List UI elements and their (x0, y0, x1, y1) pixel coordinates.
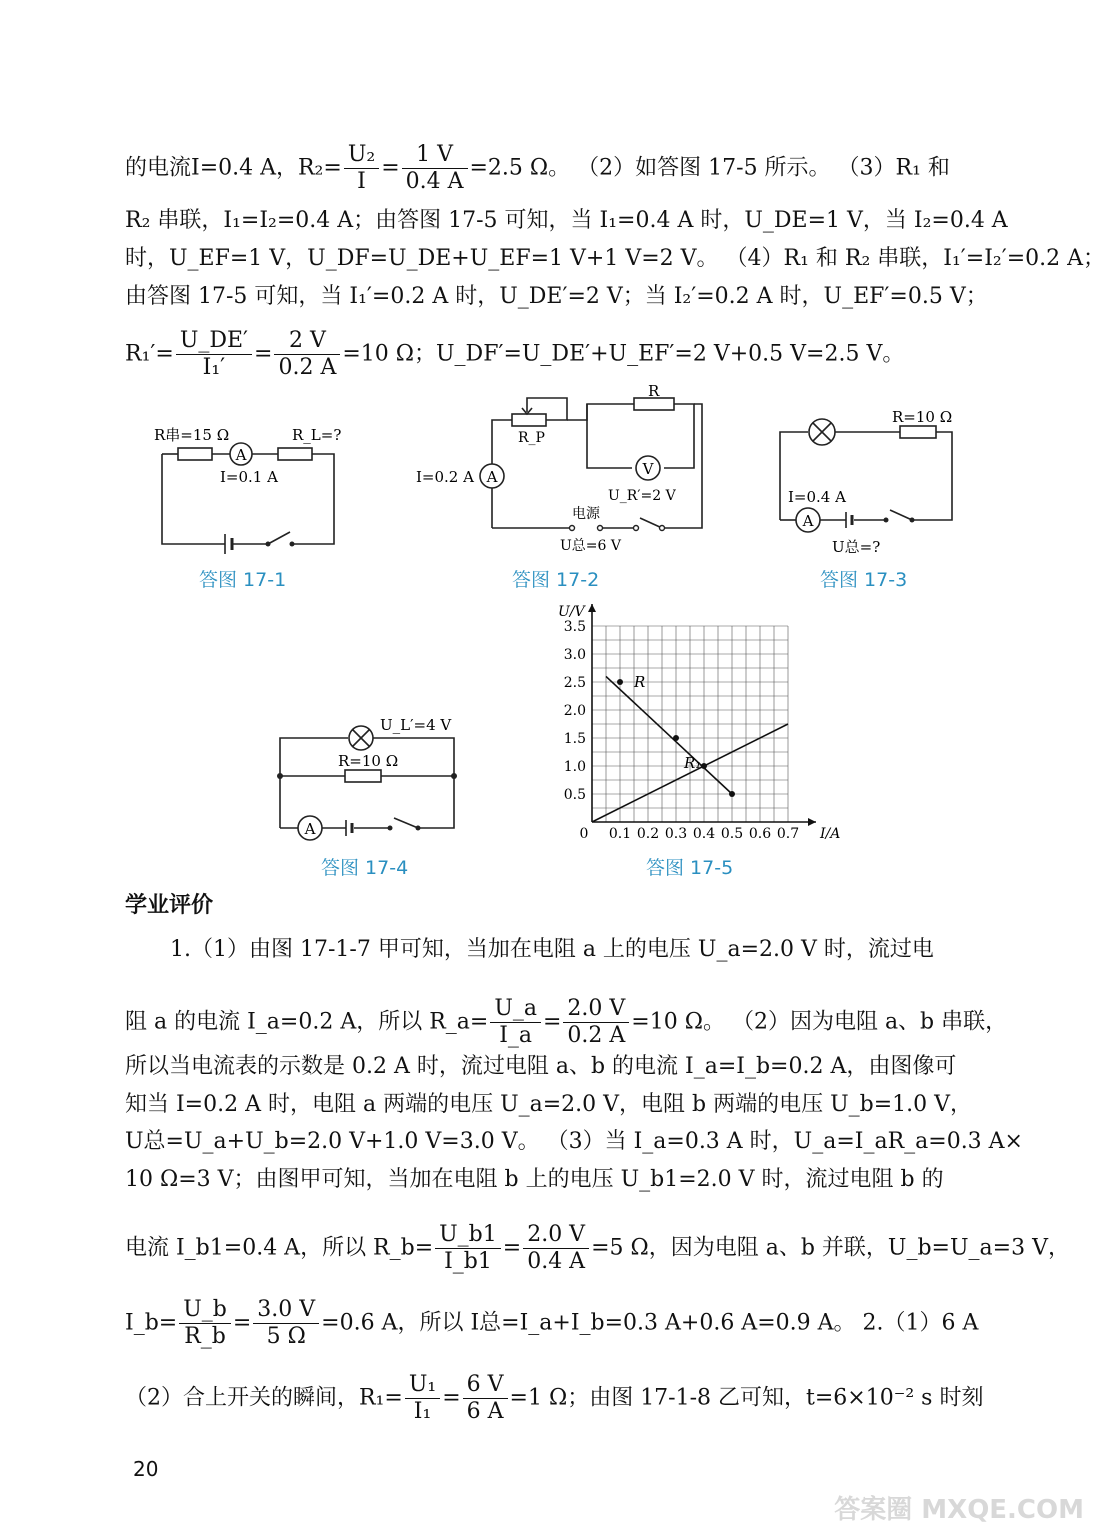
y-tick-label: 1.5 (563, 731, 586, 747)
caption-17-5: 答图 17-5 (646, 857, 734, 879)
r-label: R (648, 382, 660, 400)
current-label: I=0.2 A (416, 468, 474, 486)
x-tick-label: 0.3 (664, 826, 688, 842)
caption-17-4: 答图 17-4 (321, 857, 409, 879)
eval-line-6: 10 Ω=3 V；由图甲可知，当加在电阻 b 上的电压 U_b1=2.0 V 时，流过电阻 b 的 (125, 1167, 944, 1192)
eval-line-5: U总=U_a+U_b=2.0 V+1.0 V=3.0 V。 （3）当 I_a=0.3 A 时，U_a=I_aR_a=0.3 A× (125, 1129, 1023, 1154)
wire (567, 404, 634, 420)
section-title: 学业评价 (125, 893, 214, 918)
eval-line-9: （2）合上开关的瞬间，R₁= $\frac{\text{U₁}}{\text{I₁}}$ = $\frac{6 V}{6 A}$ =1 Ω；由图 17-1-8 乙可知，t=6×10⁻² s 时刻 (125, 1372, 984, 1424)
x-tick-label: 0.1 (608, 826, 632, 842)
ur-label: U_R′=2 V (608, 488, 676, 504)
circuit-17-4 (270, 712, 470, 842)
wire (587, 404, 632, 468)
x-tick-label: 0.5 (720, 826, 744, 842)
series-line-R (606, 676, 732, 794)
eval-line-7: 电流 I_b1=0.4 A，所以 R_b= $\frac{U\_b1}{I\_b1}$ = $\frac{2.0 V}{0.4 A}$ =5 Ω，因为电阻 a、b 并联，U_b=U_a=3 V， (125, 1222, 1070, 1274)
x-arrow (808, 818, 816, 826)
source-label: 电源 (572, 506, 600, 522)
caption-17-1: 答图 17-1 (199, 569, 287, 591)
eval-line-4: 知当 I=0.2 A 时，电阻 a 两端的电压 U_a=2.0 V，电阻 b 两端的电压 U_b=1.0 V， (125, 1092, 973, 1117)
ammeter-label: A (235, 446, 247, 464)
voltmeter-label: V (642, 460, 654, 478)
data-point-R (617, 679, 623, 685)
x-axis-label: I/A (820, 826, 841, 842)
page-number: 20 (133, 1457, 159, 1481)
wire (527, 398, 567, 420)
y-tick-label: 3.5 (563, 619, 586, 635)
x-tick-label: 0.7 (776, 826, 800, 842)
series-label-R1: R₁ (684, 754, 702, 772)
switch (640, 518, 662, 528)
series-label-R: R (634, 673, 646, 691)
eval-line-3: 所以当电流表的示数是 0.2 A 时，流过电阻 a、b 的电流 I_a=I_b=0.2 A，由图像可 (125, 1054, 957, 1079)
ammeter-label: A (486, 468, 498, 486)
y-tick-label: 3.0 (563, 647, 586, 663)
text-line-2: R₂ 串联，I₁=I₂=0.4 A；由答图 17-5 可知，当 I₁=0.4 A 时，U_DE=1 V，当 I₂=0.4 A (125, 208, 1008, 233)
caption-17-3: 答图 17-3 (820, 569, 908, 591)
y-tick-label: 2.0 (563, 703, 586, 719)
current-label: I=0.1 A (220, 468, 278, 486)
text-line-3: 时，U_EF=1 V，U_DF=U_DE+U_EF=1 V+1 V=2 V。 （4）R₁ 和 R₂ 串联，I₁′=I₂′=0.2 A； (125, 246, 1106, 271)
circuit-17-2 (412, 382, 722, 562)
ul-label: U_L′=4 V (380, 716, 452, 734)
rp-label: R_P (518, 430, 545, 446)
text-line-1: 的电流I=0.4 A，R₂= $\frac{\text{U₂}}{I}$ = $\frac{1 V}{0.4 A}$ =2.5 Ω。 （2）如答图 17-5 所示。 （3）R₁ 和 (125, 142, 950, 194)
y-tick-label: 2.5 (563, 675, 586, 691)
circuit-17-3 (770, 402, 970, 562)
x-tick-label: 0 (579, 826, 589, 842)
eval-line-1: 1.（1）由图 17-1-7 甲可知，当加在电阻 a 上的电压 U_a=2.0 V 时，流过电 (170, 937, 934, 962)
rl-label: R_L=? (292, 426, 342, 444)
utotal-label: U总=6 V (560, 538, 621, 554)
utotal-label: U总=? (832, 538, 881, 556)
eval-line-8: I_b= $\frac{U\_b}{R\_b}$ = $\frac{3.0 V}{5 \Omega}$ =0.6 A，所以 I总=I_a+I_b=0.3 A+0.6 A=0.9 A。 2.（1）6 A (125, 1297, 979, 1349)
terminal (570, 526, 575, 531)
x-tick-label: 0.6 (748, 826, 772, 842)
terminal (634, 526, 639, 531)
watermark: 答案圈 MXQE.COM (834, 1495, 1084, 1525)
current-label: I=0.4 A (788, 488, 846, 506)
r-label: R=10 Ω (892, 408, 953, 426)
y-tick-label: 0.5 (563, 787, 586, 803)
r-series-label: R串=15 Ω (154, 426, 230, 444)
text-line-4: 由答图 17-5 可知，当 I₁′=0.2 A 时，U_DE′=2 V；当 I₂′=0.2 A 时，U_EF′=0.5 V； (125, 284, 988, 309)
rp-resistor (512, 414, 546, 426)
x-tick-label: 0.2 (636, 826, 660, 842)
text-line-5: R₁′= $\frac{U\_DE'}{\text{I₁′}}$ = $\frac{2 V}{0.2 A}$ =10 Ω；U_DF′=U_DE′+U_EF′=2 V+0.5 V=2.5 V。 (125, 328, 905, 380)
y-tick-label: 1.0 (563, 759, 586, 775)
data-point-R (729, 791, 735, 797)
circuit-17-1 (150, 420, 350, 560)
y-axis-label: U/V (558, 604, 585, 620)
data-point-R (673, 735, 679, 741)
wire (492, 420, 512, 432)
terminal (598, 526, 603, 531)
caption-17-2: 答图 17-2 (512, 569, 600, 591)
r-label: R=10 Ω (338, 752, 399, 770)
wire (662, 404, 702, 528)
chart-17-5 (548, 596, 841, 846)
wire (664, 404, 694, 468)
terminal (660, 526, 665, 531)
eval-line-2: 阻 a 的电流 I_a=0.2 A，所以 R_a= $\frac{U\_a}{I\_a}$ = $\frac{2.0 V}{0.2 A}$ =10 Ω。 （2）因为电阻 a、b 串联， (125, 996, 1008, 1048)
ammeter-label: A (304, 820, 316, 838)
ammeter-label: A (802, 512, 814, 530)
y-arrow (588, 604, 596, 612)
x-tick-label: 0.4 (692, 826, 716, 842)
